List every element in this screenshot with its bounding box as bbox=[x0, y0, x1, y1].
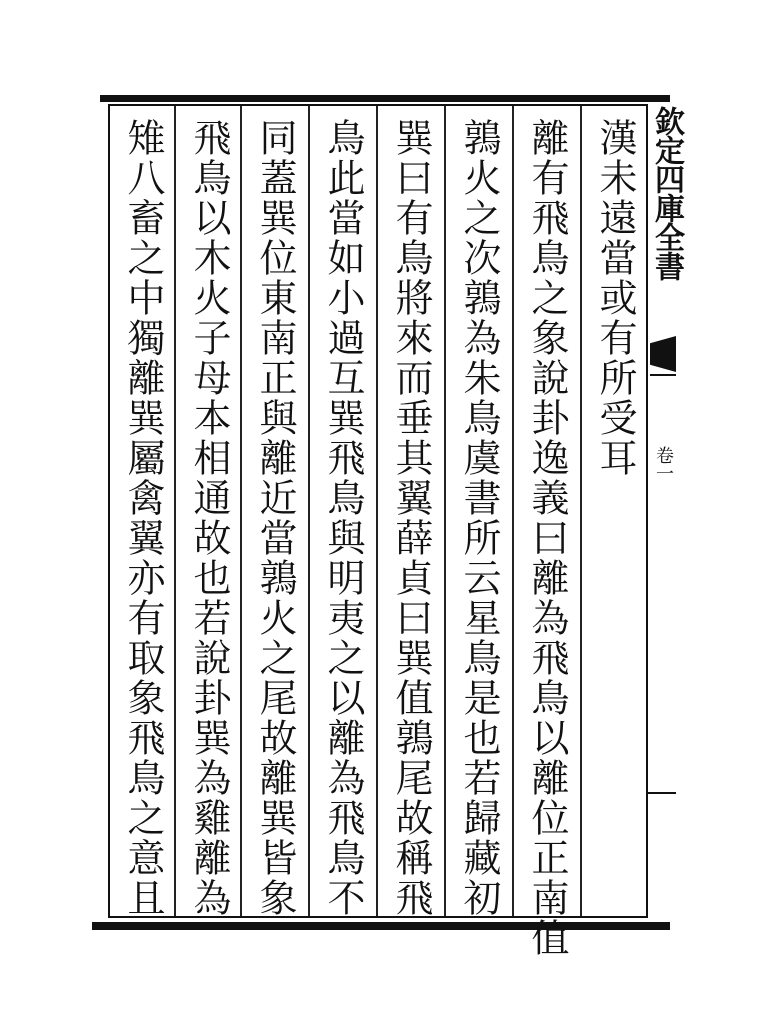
column-divider bbox=[240, 106, 242, 916]
bottom-border-rule bbox=[92, 922, 670, 930]
margin-book-title: 欽定四庫全書 bbox=[649, 106, 684, 280]
text-column-5: 鳥此當如小過互巽飛鳥與明夷之以離為飛鳥不 bbox=[321, 118, 365, 918]
column-divider bbox=[580, 106, 582, 916]
fish-tail-rule bbox=[650, 374, 676, 376]
top-inner-rule bbox=[108, 104, 648, 106]
column-divider bbox=[376, 106, 378, 916]
left-border-rule bbox=[108, 104, 110, 918]
column-divider bbox=[174, 106, 176, 916]
text-column-2: 離有飛鳥之象說卦逸義曰離為飛鳥以離位正南值 bbox=[525, 118, 569, 958]
column-divider bbox=[444, 106, 446, 916]
top-border-rule bbox=[100, 95, 670, 102]
column-divider bbox=[308, 106, 310, 916]
text-column-4: 巽曰有鳥將來而垂其翼薛貞曰巽值鶉尾故稱飛 bbox=[389, 118, 433, 918]
text-column-3: 鶉火之次鶉為朱鳥虞書所云星鳥是也若歸藏初 bbox=[457, 118, 501, 918]
margin-volume-label: 卷一 bbox=[653, 446, 674, 482]
column-divider bbox=[512, 106, 514, 916]
text-column-7: 飛鳥以木火子母本相通故也若說卦巽為雞離為 bbox=[187, 118, 231, 918]
text-column-1: 漢未遠當或有所受耳 bbox=[593, 118, 637, 478]
text-column-6: 同蓋巽位東南正與離近當鶉火之尾故離巽皆象 bbox=[253, 118, 297, 918]
text-column-8: 雉八畜之中獨離巽屬禽翼亦有取象飛鳥之意且 bbox=[121, 118, 165, 918]
fish-tail-mark bbox=[650, 336, 676, 372]
margin-lower-rule bbox=[648, 792, 676, 794]
